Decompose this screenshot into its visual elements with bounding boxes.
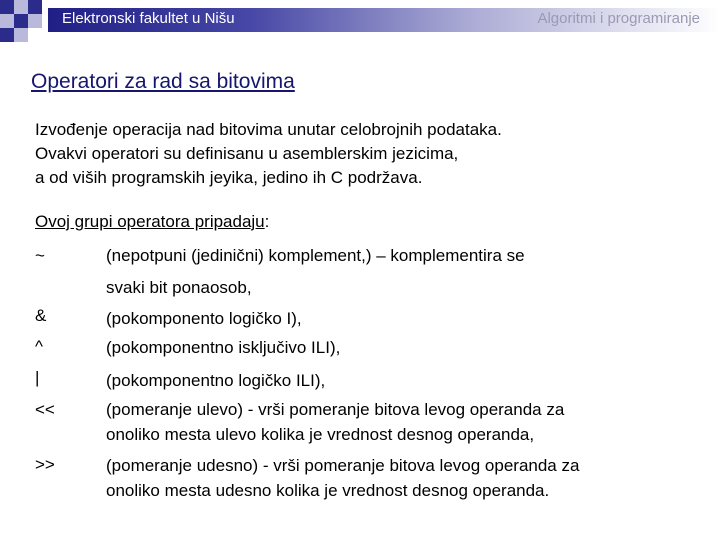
intro-line: Izvođenje operacija nad bitovima unutar celobrojnih podataka. xyxy=(35,120,502,139)
operator-description-or xyxy=(106,368,325,393)
operator-description-line: (pokomponentno logičko ILI), xyxy=(106,371,326,390)
operator-description-not xyxy=(106,243,525,300)
intro-line: Ovakvi operatori su definisanu u asemblerskim jezicima, xyxy=(35,144,459,163)
header-course: Algoritmi i programiranje xyxy=(537,10,700,27)
operator-description-line: (pokomponentno isključivo ILI), xyxy=(106,338,341,357)
decor-square xyxy=(14,28,28,42)
operator-symbol-shift-right: >> xyxy=(35,455,55,474)
decor-square xyxy=(0,28,14,42)
decor-square xyxy=(14,0,28,14)
decor-square xyxy=(28,14,42,28)
operator-symbol-shift-left: << xyxy=(35,400,55,419)
operator-symbol-not: ~ xyxy=(35,246,45,265)
operator-description-line: (nepotpuni (jedinični) komplement,) – komplementira se xyxy=(106,246,525,265)
operator-description-line: svaki bit ponaosob, xyxy=(106,278,252,297)
operator-description-xor xyxy=(106,335,340,360)
decor-square xyxy=(0,14,14,28)
intro-paragraph xyxy=(35,118,502,190)
operator-symbol-xor: ^ xyxy=(35,337,43,356)
operator-description-line: onoliko mesta ulevo kolika je vrednost desnog operanda, xyxy=(106,425,535,444)
group-heading-colon: : xyxy=(264,212,270,231)
operator-description-line: (pomeranje ulevo) - vrši pomeranje bitova levog operanda za xyxy=(106,400,565,419)
operator-symbol-or: | xyxy=(35,368,40,387)
operator-description-shift-right xyxy=(106,453,579,503)
operator-description-line: (pokomponento logičko I), xyxy=(106,309,302,328)
operator-symbol-and: & xyxy=(35,306,47,325)
operator-description-shift-left xyxy=(106,397,564,447)
operator-description-and xyxy=(106,306,302,331)
decor-square xyxy=(0,0,14,14)
slide-title: Operatori za rad sa bitovima xyxy=(31,70,295,93)
decor-square xyxy=(14,14,28,28)
group-heading xyxy=(35,212,269,232)
operator-description-line: (pomeranje udesno) - vrši pomeranje bitova levog operanda za xyxy=(106,456,580,475)
group-heading-text: Ovoj grupi operatora pripadaju xyxy=(35,212,265,231)
decor-square xyxy=(28,0,42,14)
header-faculty: Elektronski fakultet u Nišu xyxy=(62,10,235,27)
intro-line: a od viših programskih jeyika, jedino ih C podržava. xyxy=(35,168,423,187)
operator-description-line: onoliko mesta udesno kolika je vrednost desnog operanda. xyxy=(106,481,550,500)
